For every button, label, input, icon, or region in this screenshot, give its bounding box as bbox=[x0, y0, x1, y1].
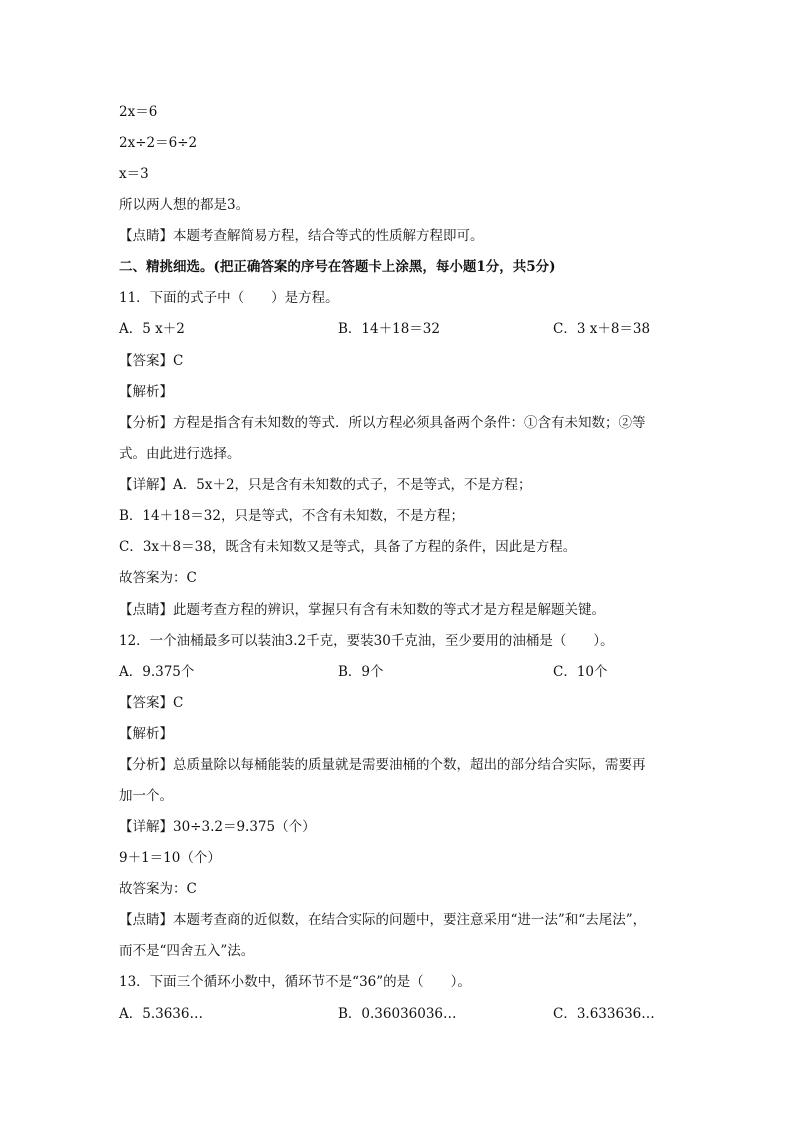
question-11: 11．下面的式子中（ ）是方程。 bbox=[119, 290, 339, 306]
answer-line: 【答案】C bbox=[119, 695, 184, 711]
analysis-line: 加一个。 bbox=[119, 788, 173, 804]
comment-line: 【点睛】本题考查解简易方程，结合等式的性质解方程即可。 bbox=[119, 228, 484, 244]
option-c: C．3.633636… bbox=[553, 1006, 655, 1022]
comment-line: 而不是“四舍五入”法。 bbox=[119, 943, 255, 959]
detail-line: 【详解】A．5x＋2，只是含有未知数的式子，不是等式，不是方程； bbox=[119, 477, 532, 493]
detail-line: B．14＋18＝32，只是等式，不含有未知数，不是方程； bbox=[119, 508, 464, 524]
answer-line: 【答案】C bbox=[119, 353, 184, 369]
question-12: 12．一个油桶最多可以装油3.2千克，要装30千克油，至少要用的油桶是（ ）。 bbox=[119, 633, 614, 649]
option-b: B．0.36036036… bbox=[338, 1006, 457, 1022]
analysis-label: 【解析】 bbox=[119, 726, 173, 742]
comment-line: 【点睛】本题考查商的近似数，在结合实际的问题中，要注意采用“进一法”和“去尾法”， bbox=[119, 912, 647, 928]
detail-line: 【详解】30÷3.2＝9.375（个） bbox=[119, 819, 316, 835]
analysis-line: 【分析】总质量除以每桶能装的质量就是需要油桶的个数，超出的部分结合实际，需要再 bbox=[119, 757, 646, 773]
detail-line: C．3x＋8＝38，既含有未知数又是等式，具备了方程的条件，因此是方程。 bbox=[119, 539, 577, 555]
analysis-label: 【解析】 bbox=[119, 384, 173, 400]
option-a: A．9.375个 bbox=[119, 664, 195, 680]
detail-line: 9＋1＝10（个） bbox=[119, 850, 221, 866]
conclusion-line: 所以两人想的都是3。 bbox=[119, 197, 250, 213]
option-c: C．3 x＋8＝38 bbox=[553, 321, 651, 337]
equation-line: 2x÷2＝6÷2 bbox=[119, 135, 198, 151]
option-a: A．5 x＋2 bbox=[119, 321, 185, 337]
comment-line: 【点睛】此题考查方程的辨识，掌握只有含有未知数的等式才是方程是解题关键。 bbox=[119, 602, 605, 618]
equation-line: x＝3 bbox=[119, 166, 149, 182]
option-c: C．10个 bbox=[553, 664, 608, 680]
analysis-line: 【分析】方程是指含有未知数的等式．所以方程必须具备两个条件：①含有未知数；②等 bbox=[119, 415, 646, 431]
final-answer: 故答案为：C bbox=[119, 881, 197, 897]
section-heading: 二、精挑细选。(把正确答案的序号在答题卡上涂黑，每小题1分，共5分) bbox=[119, 259, 556, 275]
analysis-line: 式。由此进行选择。 bbox=[119, 446, 241, 462]
final-answer: 故答案为：C bbox=[119, 570, 197, 586]
question-13: 13．下面三个循环小数中，循环节不是“36”的是（ ）。 bbox=[119, 974, 471, 990]
equation-line: 2x＝6 bbox=[119, 104, 158, 120]
option-b: B．9个 bbox=[338, 664, 384, 680]
option-a: A．5.3636… bbox=[119, 1006, 203, 1022]
option-b: B．14＋18＝32 bbox=[338, 321, 440, 337]
